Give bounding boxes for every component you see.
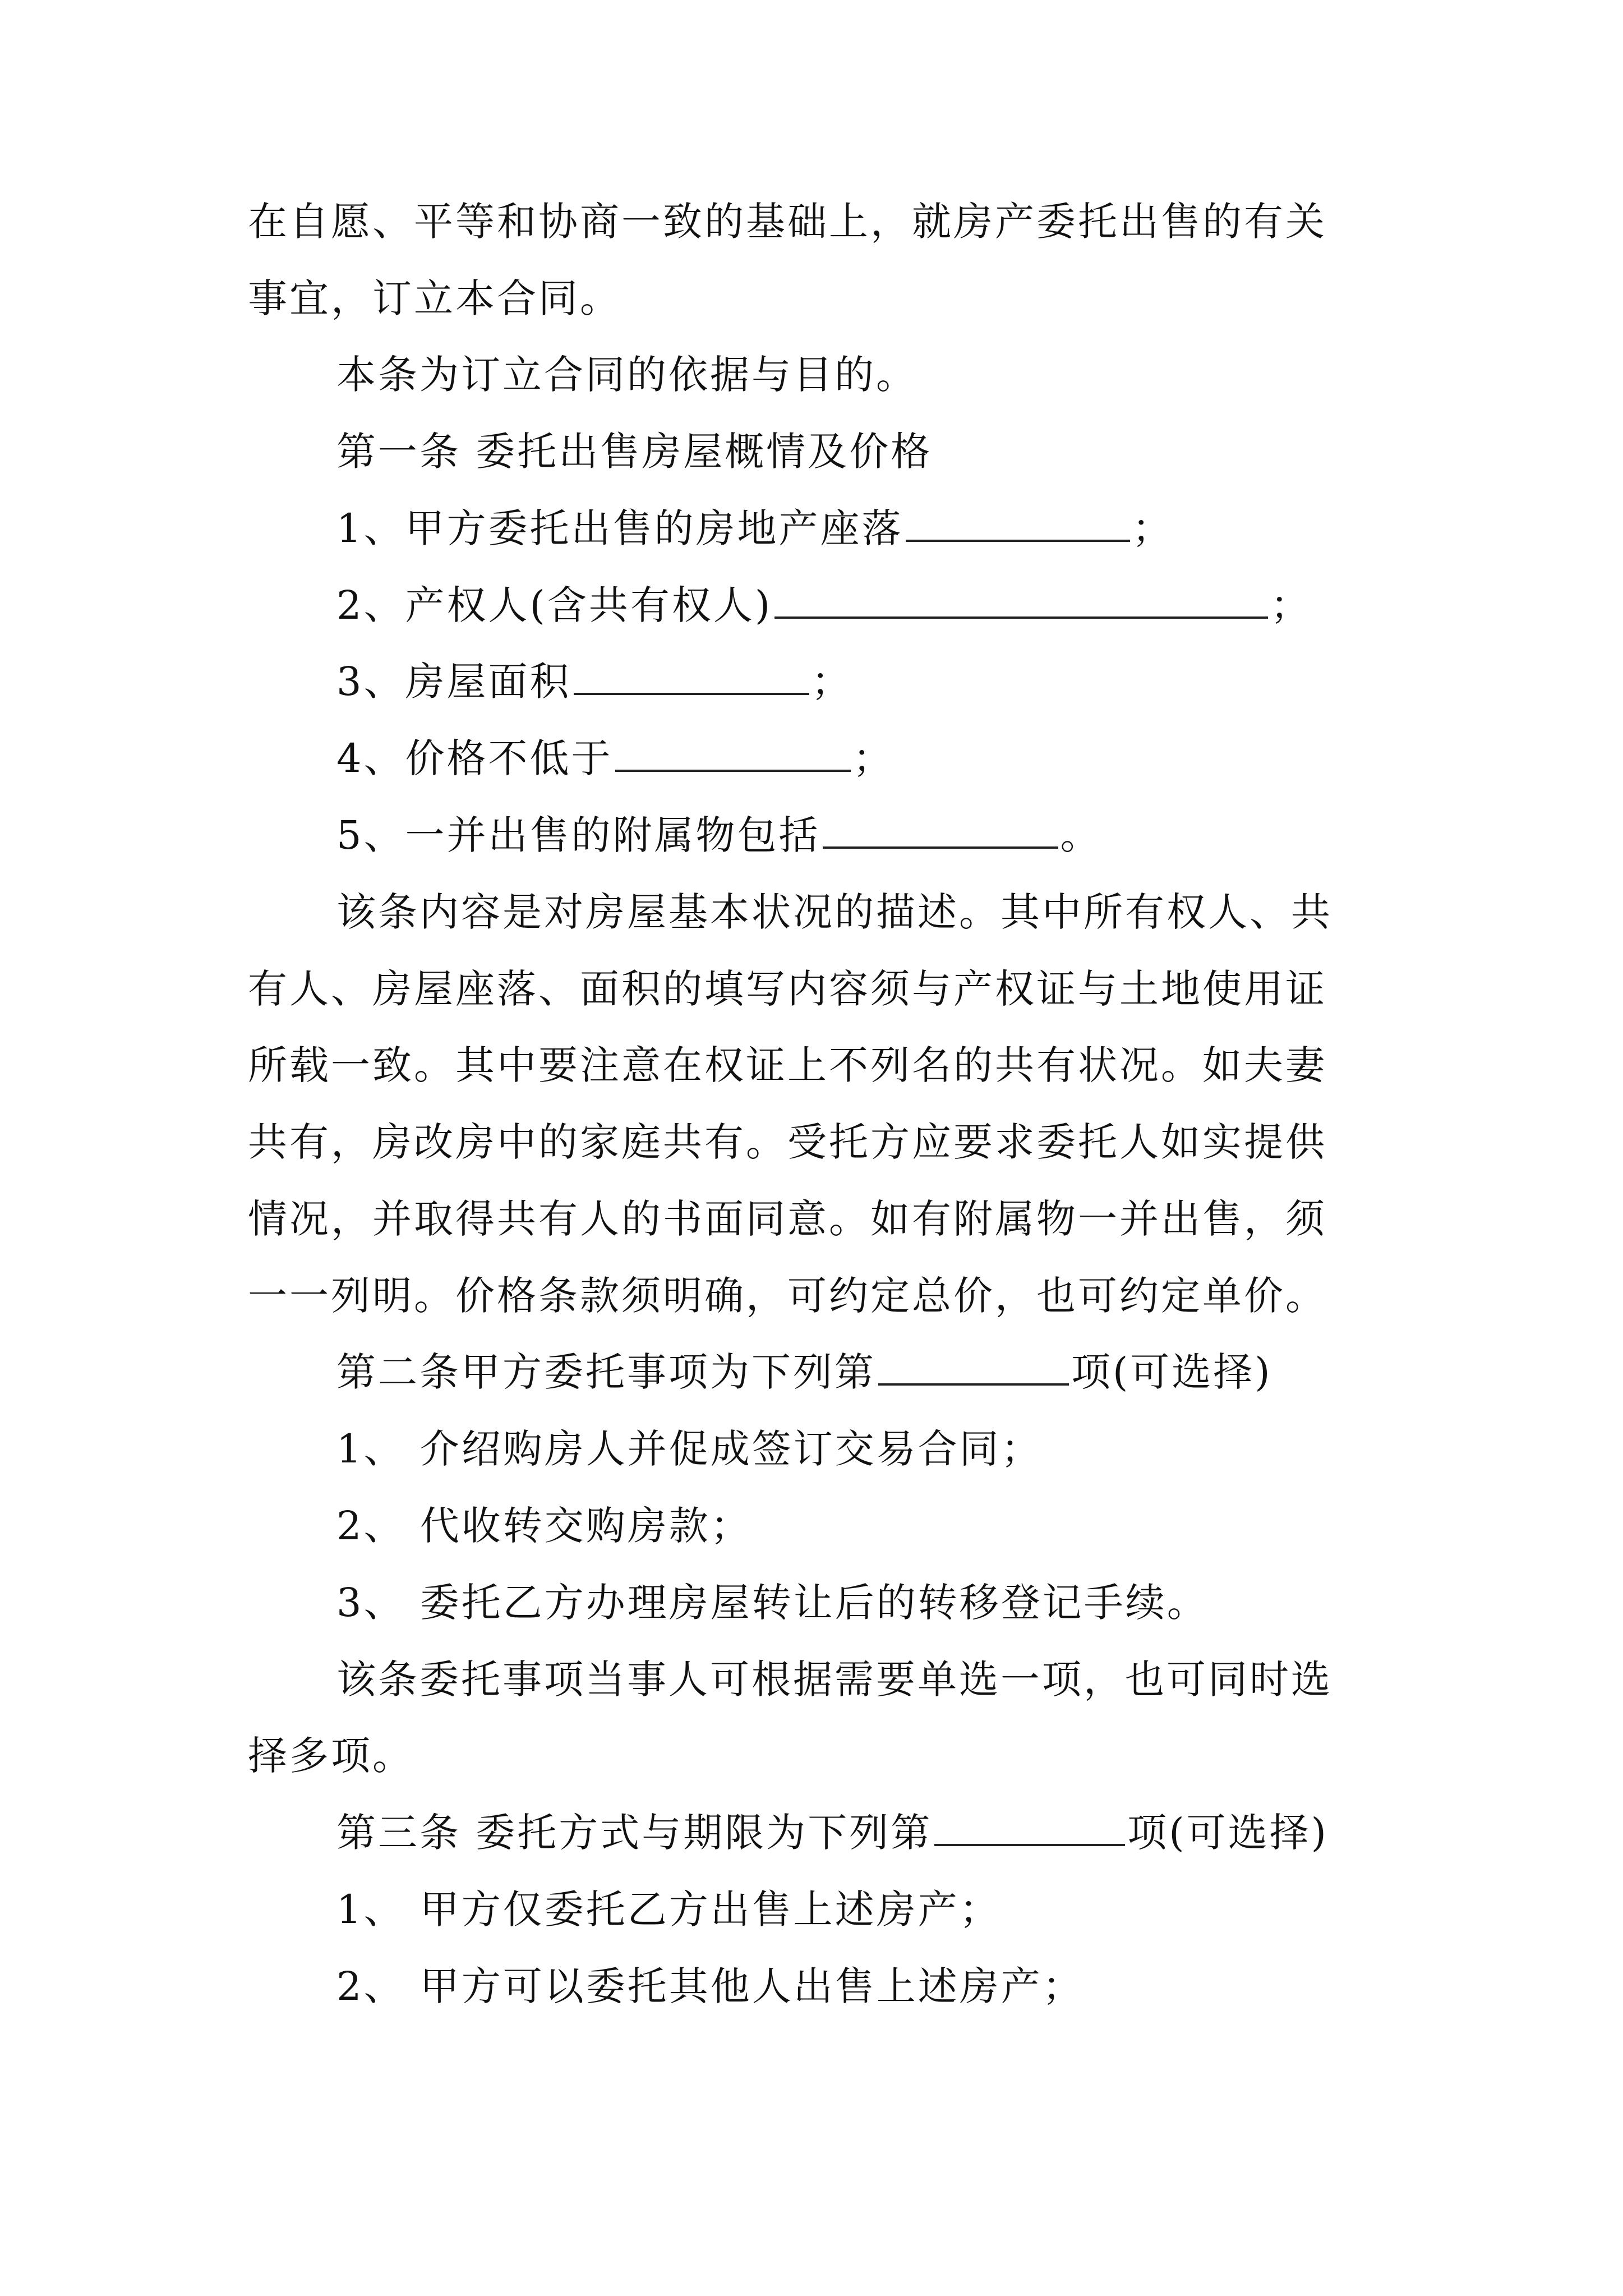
list-item [336,1575,1209,1631]
line-text: 2、 甲方可以委托其他人出售上述房产； [336,1963,1084,2009]
item-suffix: ； [1270,582,1312,628]
item-label: 第二条甲方委托事项为下列第 [336,1349,876,1395]
list-item [336,1881,1001,1938]
paragraph-line [248,1728,414,1784]
paragraph-line [248,270,621,326]
line-text: 2、 代收转交购房款； [336,1503,752,1549]
paragraph-line [248,1191,1327,1247]
item-suffix: ； [852,735,895,781]
fill-in-blank[interactable] [615,730,851,772]
line-text: 情况，并取得共有人的书面同意。如有附属物一并出售，须 [248,1196,1327,1242]
fill-in-blank[interactable] [774,577,1268,619]
form-item-price [336,730,895,786]
paragraph-line [336,884,1332,940]
list-item [336,1958,1084,2014]
line-text: 1、 甲方仅委托乙方出售上述房产； [336,1887,1001,1932]
line-text: 有人、房屋座落、面积的填写内容须与产权证与土地使用证 [248,966,1327,1012]
fill-in-blank[interactable] [823,807,1058,849]
line-text: 1、 介绍购房人并促成签订交易合同； [336,1426,1043,1472]
item-label: 第三条 委托方式与期限为下列第 [336,1810,933,1856]
paragraph-line [248,1114,1327,1170]
article-heading [336,1805,1329,1861]
line-text: 择多项。 [248,1733,414,1779]
item-suffix: 项(可选择) [1127,1810,1329,1856]
paragraph-line [248,1037,1327,1093]
list-item [336,1498,752,1554]
item-label: 1、甲方委托出售的房地产座落 [336,505,903,551]
line-text: 该条委托事项当事人可根据需要单选一项，也可同时选 [336,1657,1332,1703]
form-item-area [336,654,853,710]
fill-in-blank[interactable] [878,1344,1069,1386]
form-item-attachments [336,807,1102,863]
line-text: 事宜，订立本合同。 [248,275,621,321]
article-heading [336,424,932,480]
paragraph-line [336,347,917,403]
line-text: 该条内容是对房屋基本状况的描述。其中所有权人、共 [336,889,1332,935]
list-item [336,1421,1043,1477]
line-text: 所载一致。其中要注意在权证上不列名的共有状况。如夫妻 [248,1042,1327,1088]
paragraph-line [248,194,1327,250]
paragraph-line [248,961,1327,1017]
item-suffix: ； [1132,505,1174,551]
fill-in-blank[interactable] [906,500,1130,542]
article-heading [336,1344,1272,1400]
line-text: 本条为订立合同的依据与目的。 [336,352,917,398]
form-item-location [336,500,1174,556]
line-text: 3、 委托乙方办理房屋转让后的转移登记手续。 [336,1580,1209,1626]
form-item-owner [336,577,1312,633]
fill-in-blank[interactable] [574,654,809,695]
line-text: 一一列明。价格条款须明确，可约定总价，也可约定单价。 [248,1273,1327,1319]
line-text: 第一条 委托出售房屋概情及价格 [336,429,933,475]
item-suffix: 项(可选择) [1071,1349,1272,1395]
item-suffix: 。 [1060,812,1102,858]
item-label: 2、产权人(含共有权人) [336,582,773,628]
fill-in-blank[interactable] [934,1805,1125,1846]
item-label: 5、一并出售的附属物包括 [336,812,820,858]
paragraph-line [248,1268,1327,1324]
item-label: 4、价格不低于 [336,735,613,781]
line-text: 在自愿、平等和协商一致的基础上，就房产委托出售的有关 [248,199,1327,245]
paragraph-line [336,1651,1332,1708]
item-label: 3、房屋面积 [336,659,571,705]
line-text: 共有，房改房中的家庭共有。受托方应要求委托人如实提供 [248,1119,1327,1165]
item-suffix: ； [811,659,853,705]
